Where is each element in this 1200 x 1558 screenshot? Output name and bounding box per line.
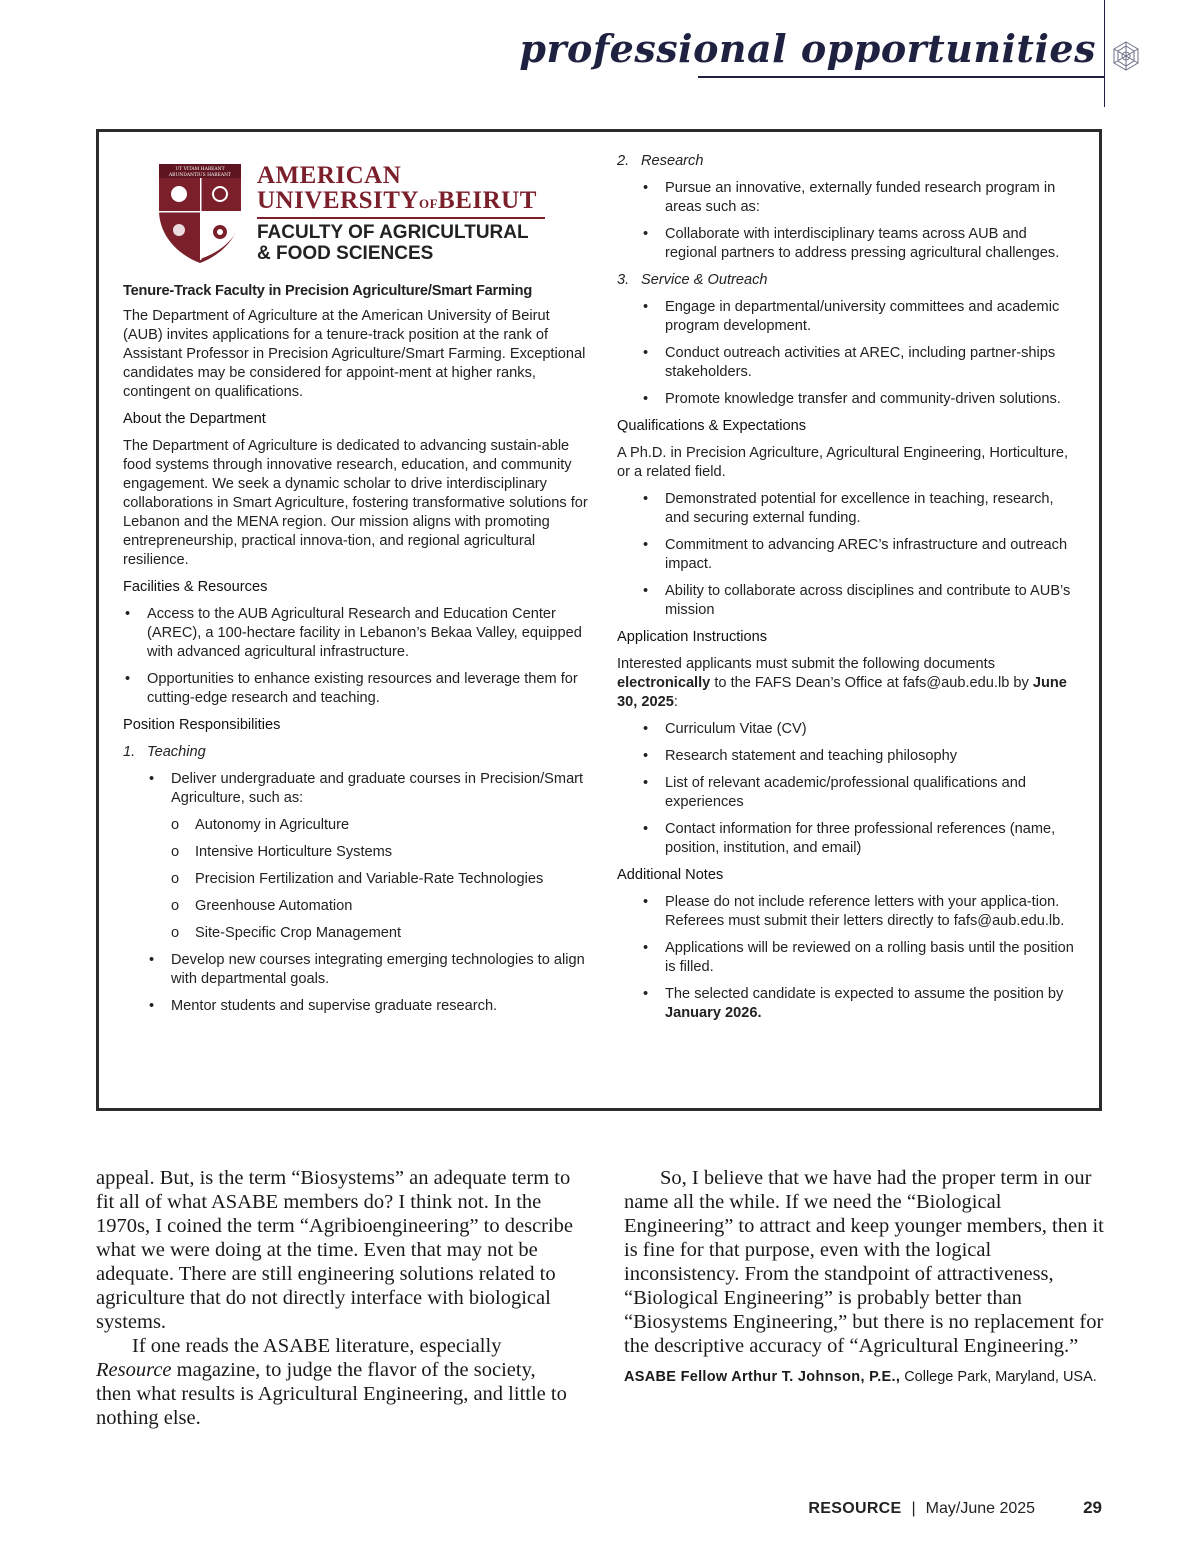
course-item: o Autonomy in Agriculture [123,816,589,835]
research-label: Research [641,153,704,169]
university-city: BEIRUT [438,187,537,214]
list-item: • Deliver undergraduate and graduate courses in Precision/Smart Agriculture, such as: [147,770,589,808]
documents-list [617,720,1077,858]
qualifications-text: A Ph.D. in Precision Agriculture, Agricultural Engineering, Horticulture, or a related field. [617,445,1069,480]
list-item: • Mentor students and supervise graduate research. [147,997,589,1016]
intro-text: The Department of Agriculture at the American University of Beirut (AUB) invites applications for a tenure-track position at the rank of Assistant Professor in Precision Agriculture/Smart Farming. Exceptional candidates may be considered for appoint-ment at higher ranks, contingent on qualifications. [123,308,586,400]
application-text-a: Interested applicants must submit the following documents [617,656,996,672]
qualifications-heading: Qualifications & Expectations [617,418,807,434]
university-name [257,162,537,216]
notes-list [617,893,1077,1023]
ad-right-column [617,152,1077,1031]
list-item: • Collaborate with interdisciplinary teams across AUB and regional partners to address pressing agricultural challenges. [641,225,1077,263]
faculty-line2: & FOOD SCIENCES [257,243,434,264]
note3-date: January 2026. [665,1005,762,1021]
list-item: • Contact information for three professional references (name, position, institution, and email) [641,820,1077,858]
research-list [617,179,1077,263]
logo-divider [257,217,545,219]
note3-text: The selected candidate is expected to assume the position by [665,986,1064,1002]
list-item: • Promote knowledge transfer and community-driven solutions. [641,390,1077,409]
teaching-heading [123,743,589,762]
qualifications-list [617,490,1077,620]
application-electronically: electronically [617,675,711,691]
list-item: • Ability to collaborate across disciplines and contribute to AUB’s mission [641,582,1077,620]
list-item: • Access to the AUB Agricultural Research and Education Center (AREC), a 100-hectare facility in Lebanon’s Bekaa Valley, equipped with advanced agricultural infrastructure. [123,605,589,662]
course-item: o Greenhouse Automation [123,897,589,916]
facilities-list [123,605,589,708]
list-item: • List of relevant academic/professional qualifications and experiences [641,774,1077,812]
author-name: ASABE Fellow Arthur T. Johnson, P.E., [624,1369,901,1385]
section-title: professional opportunities [519,26,1096,71]
list-item: • Research statement and teaching philosophy [641,747,1077,766]
list-item: • Opportunities to enhance existing resources and leverage them for cutting-edge research and teaching. [123,670,589,708]
job-ad-box [96,129,1102,1111]
responsibilities-heading: Position Responsibilities [123,717,281,733]
application-text-c: : [673,694,678,710]
list-item: • Curriculum Vitae (CV) [641,720,1077,739]
faculty-name [257,222,529,264]
page-number: 29 [1083,1498,1102,1517]
service-list [617,298,1077,409]
job-title: Tenure-Track Faculty in Precision Agriculture/Smart Farming [123,283,533,299]
footer-magazine: RESOURCE [808,1500,902,1517]
list-item [641,985,1077,1023]
page-footer [808,1498,1102,1518]
facilities-heading: Facilities & Resources [123,579,268,595]
application-heading: Application Instructions [617,629,768,645]
footer-issue: May/June 2025 [925,1500,1036,1517]
author-signature [624,1368,1104,1387]
article-left-column [96,1166,576,1430]
magazine-name: Resource [96,1359,172,1381]
service-heading [617,271,1077,290]
crest-motto-1: UT VITAM HABEANT [175,167,225,172]
article-paragraph: appeal. But, is the term “Biosystems” an adequate term to fit all of what ASABE members do? I think not. In the 1970s, I coined the term “Agribioengineering” to describe what we were doing at the time. Even that may not be adequate. There are still engineering solutions related to agriculture that do not directly interface with biological systems. [96,1167,574,1333]
aub-crest-icon [157,162,243,264]
service-number: 3. [617,272,630,288]
application-text-b: to the FAFS Dean’s Office at fafs@aub.edu.lb by [710,675,1033,691]
course-item: o Intensive Horticulture Systems [123,843,589,862]
article-right-column [624,1166,1104,1387]
research-number: 2. [617,153,630,169]
list-item: • Engage in departmental/university committees and academic program development. [641,298,1077,336]
application-deadline: June 30, 2025 [617,675,1067,710]
notes-heading: Additional Notes [617,867,724,883]
course-item: o Site-Specific Crop Management [123,924,589,943]
article-text: magazine, to judge the flavor of the society, then what results is Agricultural Engineering, and little to nothing else. [96,1359,567,1429]
list-item: • Please do not include reference letters with your applica-tion. Referees must submit their letters directly to fafs@aub.edu.lb. [641,893,1077,931]
service-label: Service & Outreach [641,272,768,288]
application-text [617,655,1077,712]
about-text: The Department of Agriculture is dedicated to advancing sustain-able food systems through innovative research, education, and community engagement. We seek a dynamic scholar to drive interdisciplinary collaborations in Smart Agriculture, fostering transformative solutions for Lebanon and the MENA region. Our mission aligns with promoting entrepreneurship, practical innova-tion, and regional agricultural resilience. [123,438,588,568]
header-rule [698,76,1104,78]
author-location: College Park, Maryland, USA. [900,1369,1097,1385]
university-word: UNIVERSITY [257,187,419,214]
article-paragraph [96,1334,576,1430]
article-paragraph: So, I believe that we have had the proper term in our name all the while. If we need the “Biological Engineering” to attract and keep younger members, then it is fine for that purpose, even with the logical inconsistency. From the standpoint of attractiveness, “Biological Engineering” is probably better than “Biosystems Engineering,” but there is no replacement for the descriptive accuracy of “Agricultural Engineering.” [624,1167,1104,1357]
list-item: • Commitment to advancing AREC’s infrastructure and outreach impact. [641,536,1077,574]
ad-left-column [123,282,589,1024]
teaching-label: Teaching [147,744,206,760]
university-line1: AMERICAN [257,162,402,189]
list-item: • Pursue an innovative, externally funded research program in areas such as: [641,179,1077,217]
faculty-line1: FACULTY OF AGRICULTURAL [257,222,529,243]
aub-logo [157,162,557,268]
about-heading: About the Department [123,411,266,427]
list-item: • Develop new courses integrating emerging technologies to align with departmental goals. [147,951,589,989]
university-line2 [257,189,537,216]
list-item: • Applications will be reviewed on a rolling basis until the position is filled. [641,939,1077,977]
university-of: OF [418,196,439,211]
course-item: o Precision Fertilization and Variable-Rate Technologies [123,870,589,889]
ornament-icon [1110,40,1142,72]
footer-separator: | [911,1500,916,1517]
teaching-number: 1. [123,744,136,760]
teaching-list [123,770,589,808]
article-text: If one reads the ASABE literature, especially [132,1335,502,1357]
courses-list [123,816,589,943]
teaching-list-cont [123,951,589,1016]
crest-motto-2: ABUNDANTIUS HABEANT [168,173,232,178]
header-divider [1104,0,1105,107]
research-heading [617,152,1077,171]
list-item: • Demonstrated potential for excellence in teaching, research, and securing external funding. [641,490,1077,528]
list-item: • Conduct outreach activities at AREC, including partner-ships stakeholders. [641,344,1077,382]
